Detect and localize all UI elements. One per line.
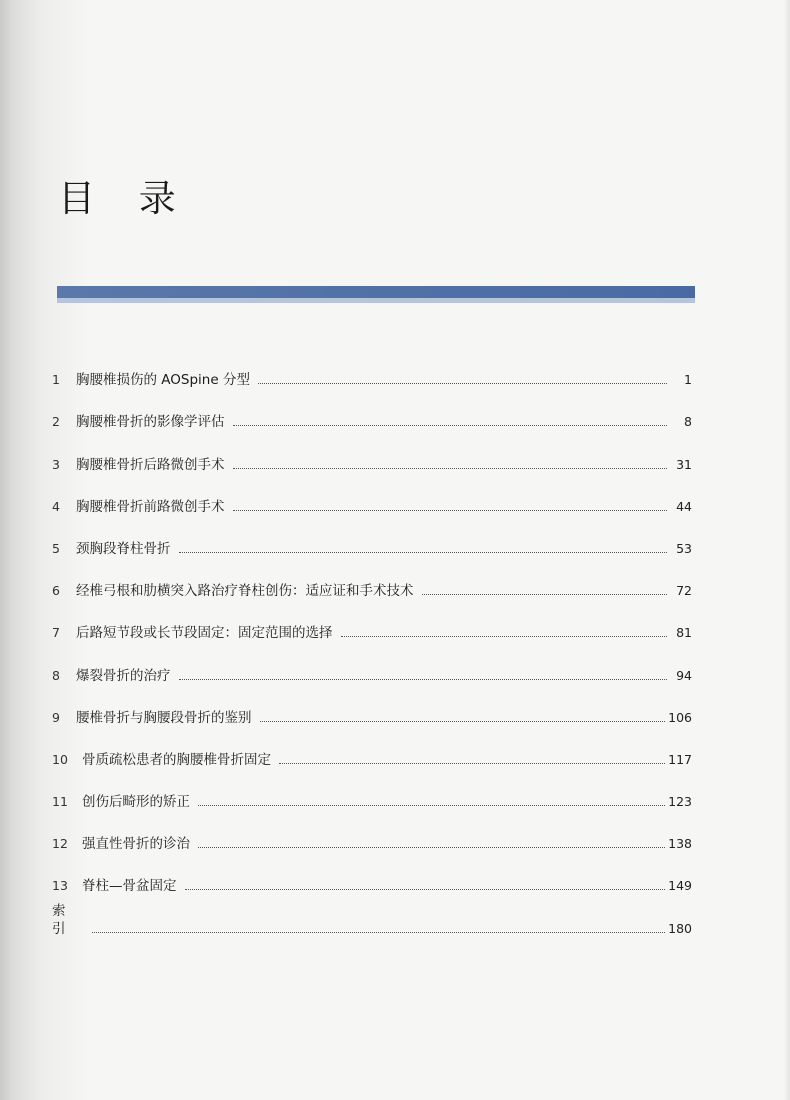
- toc-entry: [52, 727, 692, 769]
- dot-leader: [179, 552, 668, 553]
- chapter-title: 强直性骨折的诊治: [82, 836, 190, 853]
- toc-entry: [52, 431, 692, 473]
- chapter-title: 胸腰椎骨折的影像学评估: [76, 414, 225, 431]
- index-title: 索 引: [52, 902, 78, 937]
- page-edge-shadow: [784, 0, 790, 1100]
- dot-leader: [198, 847, 665, 848]
- chapter-number: 7: [52, 625, 60, 641]
- chapter-number: 4: [52, 498, 60, 514]
- dot-leader: [258, 383, 667, 384]
- chapter-number: 10: [52, 751, 68, 767]
- dot-leader: [233, 468, 668, 469]
- chapter-title: 脊柱—骨盆固定: [82, 878, 177, 895]
- page-number: 123: [668, 794, 692, 810]
- chapter-number: 6: [52, 583, 60, 599]
- page-number: 44: [676, 498, 692, 514]
- toc-entry: [52, 811, 692, 853]
- dot-leader: [233, 425, 668, 426]
- chapter-title: 后路短节段或长节段固定：固定范围的选择: [76, 625, 333, 642]
- page-number: 8: [684, 414, 692, 430]
- page-number: 117: [668, 751, 692, 767]
- table-of-contents: [52, 347, 692, 938]
- chapter-title: 爆裂骨折的治疗: [76, 667, 171, 684]
- chapter-title: 骨质疏松患者的胸腰椎骨折固定: [82, 751, 271, 768]
- dot-leader: [341, 636, 668, 637]
- title-rule: [57, 286, 695, 303]
- chapter-number: 9: [52, 709, 60, 725]
- dot-leader: [233, 510, 668, 511]
- page-number: 94: [676, 667, 692, 683]
- dot-leader: [179, 679, 668, 680]
- chapter-title: 胸腰椎骨折后路微创手术: [76, 456, 225, 473]
- dot-leader: [185, 889, 666, 890]
- chapter-title: 腰椎骨折与胸腰段骨折的鉴别: [76, 709, 252, 726]
- page-number: 72: [676, 583, 692, 599]
- toc-entry: [52, 558, 692, 600]
- dot-leader: [422, 594, 668, 595]
- toc-entry: [52, 600, 692, 642]
- toc-entry: [52, 516, 692, 558]
- page-number: 53: [676, 540, 692, 556]
- chapter-number: 2: [52, 414, 60, 430]
- chapter-number: 1: [52, 372, 60, 388]
- chapter-title: 胸腰椎骨折前路微创手术: [76, 498, 225, 515]
- page-number: 31: [676, 456, 692, 472]
- dot-leader: [92, 932, 665, 933]
- chapter-number: 3: [52, 456, 60, 472]
- toc-index-entry: [52, 895, 692, 937]
- toc-entry: [52, 685, 692, 727]
- dot-leader: [279, 763, 665, 764]
- chapter-number: 8: [52, 667, 60, 683]
- toc-entry: [52, 853, 692, 895]
- chapter-title: 颈胸段脊柱骨折: [76, 540, 171, 557]
- page-number: 106: [668, 709, 692, 725]
- chapter-number: 11: [52, 794, 68, 810]
- page-number: 81: [676, 625, 692, 641]
- title-rule-dark: [57, 286, 695, 298]
- toc-entry: [52, 642, 692, 684]
- chapter-number: 12: [52, 836, 68, 852]
- title-rule-light: [57, 298, 695, 303]
- chapter-title: 创伤后畸形的矫正: [82, 794, 190, 811]
- chapter-number: 5: [52, 540, 60, 556]
- dot-leader: [260, 721, 666, 722]
- page-number: 180: [668, 920, 692, 936]
- page-number: 149: [668, 878, 692, 894]
- toc-entry: [52, 474, 692, 516]
- page-number: 138: [668, 836, 692, 852]
- page-number: 1: [684, 372, 692, 388]
- toc-entry: [52, 769, 692, 811]
- dot-leader: [198, 805, 665, 806]
- page-title: 目 录: [58, 177, 192, 220]
- chapter-number: 13: [52, 878, 68, 894]
- chapter-title: 胸腰椎损伤的 AOSpine 分型: [76, 372, 250, 389]
- toc-entry: [52, 389, 692, 431]
- toc-entry: [52, 347, 692, 389]
- chapter-title: 经椎弓根和肋横突入路治疗脊柱创伤：适应证和手术技术: [76, 583, 414, 600]
